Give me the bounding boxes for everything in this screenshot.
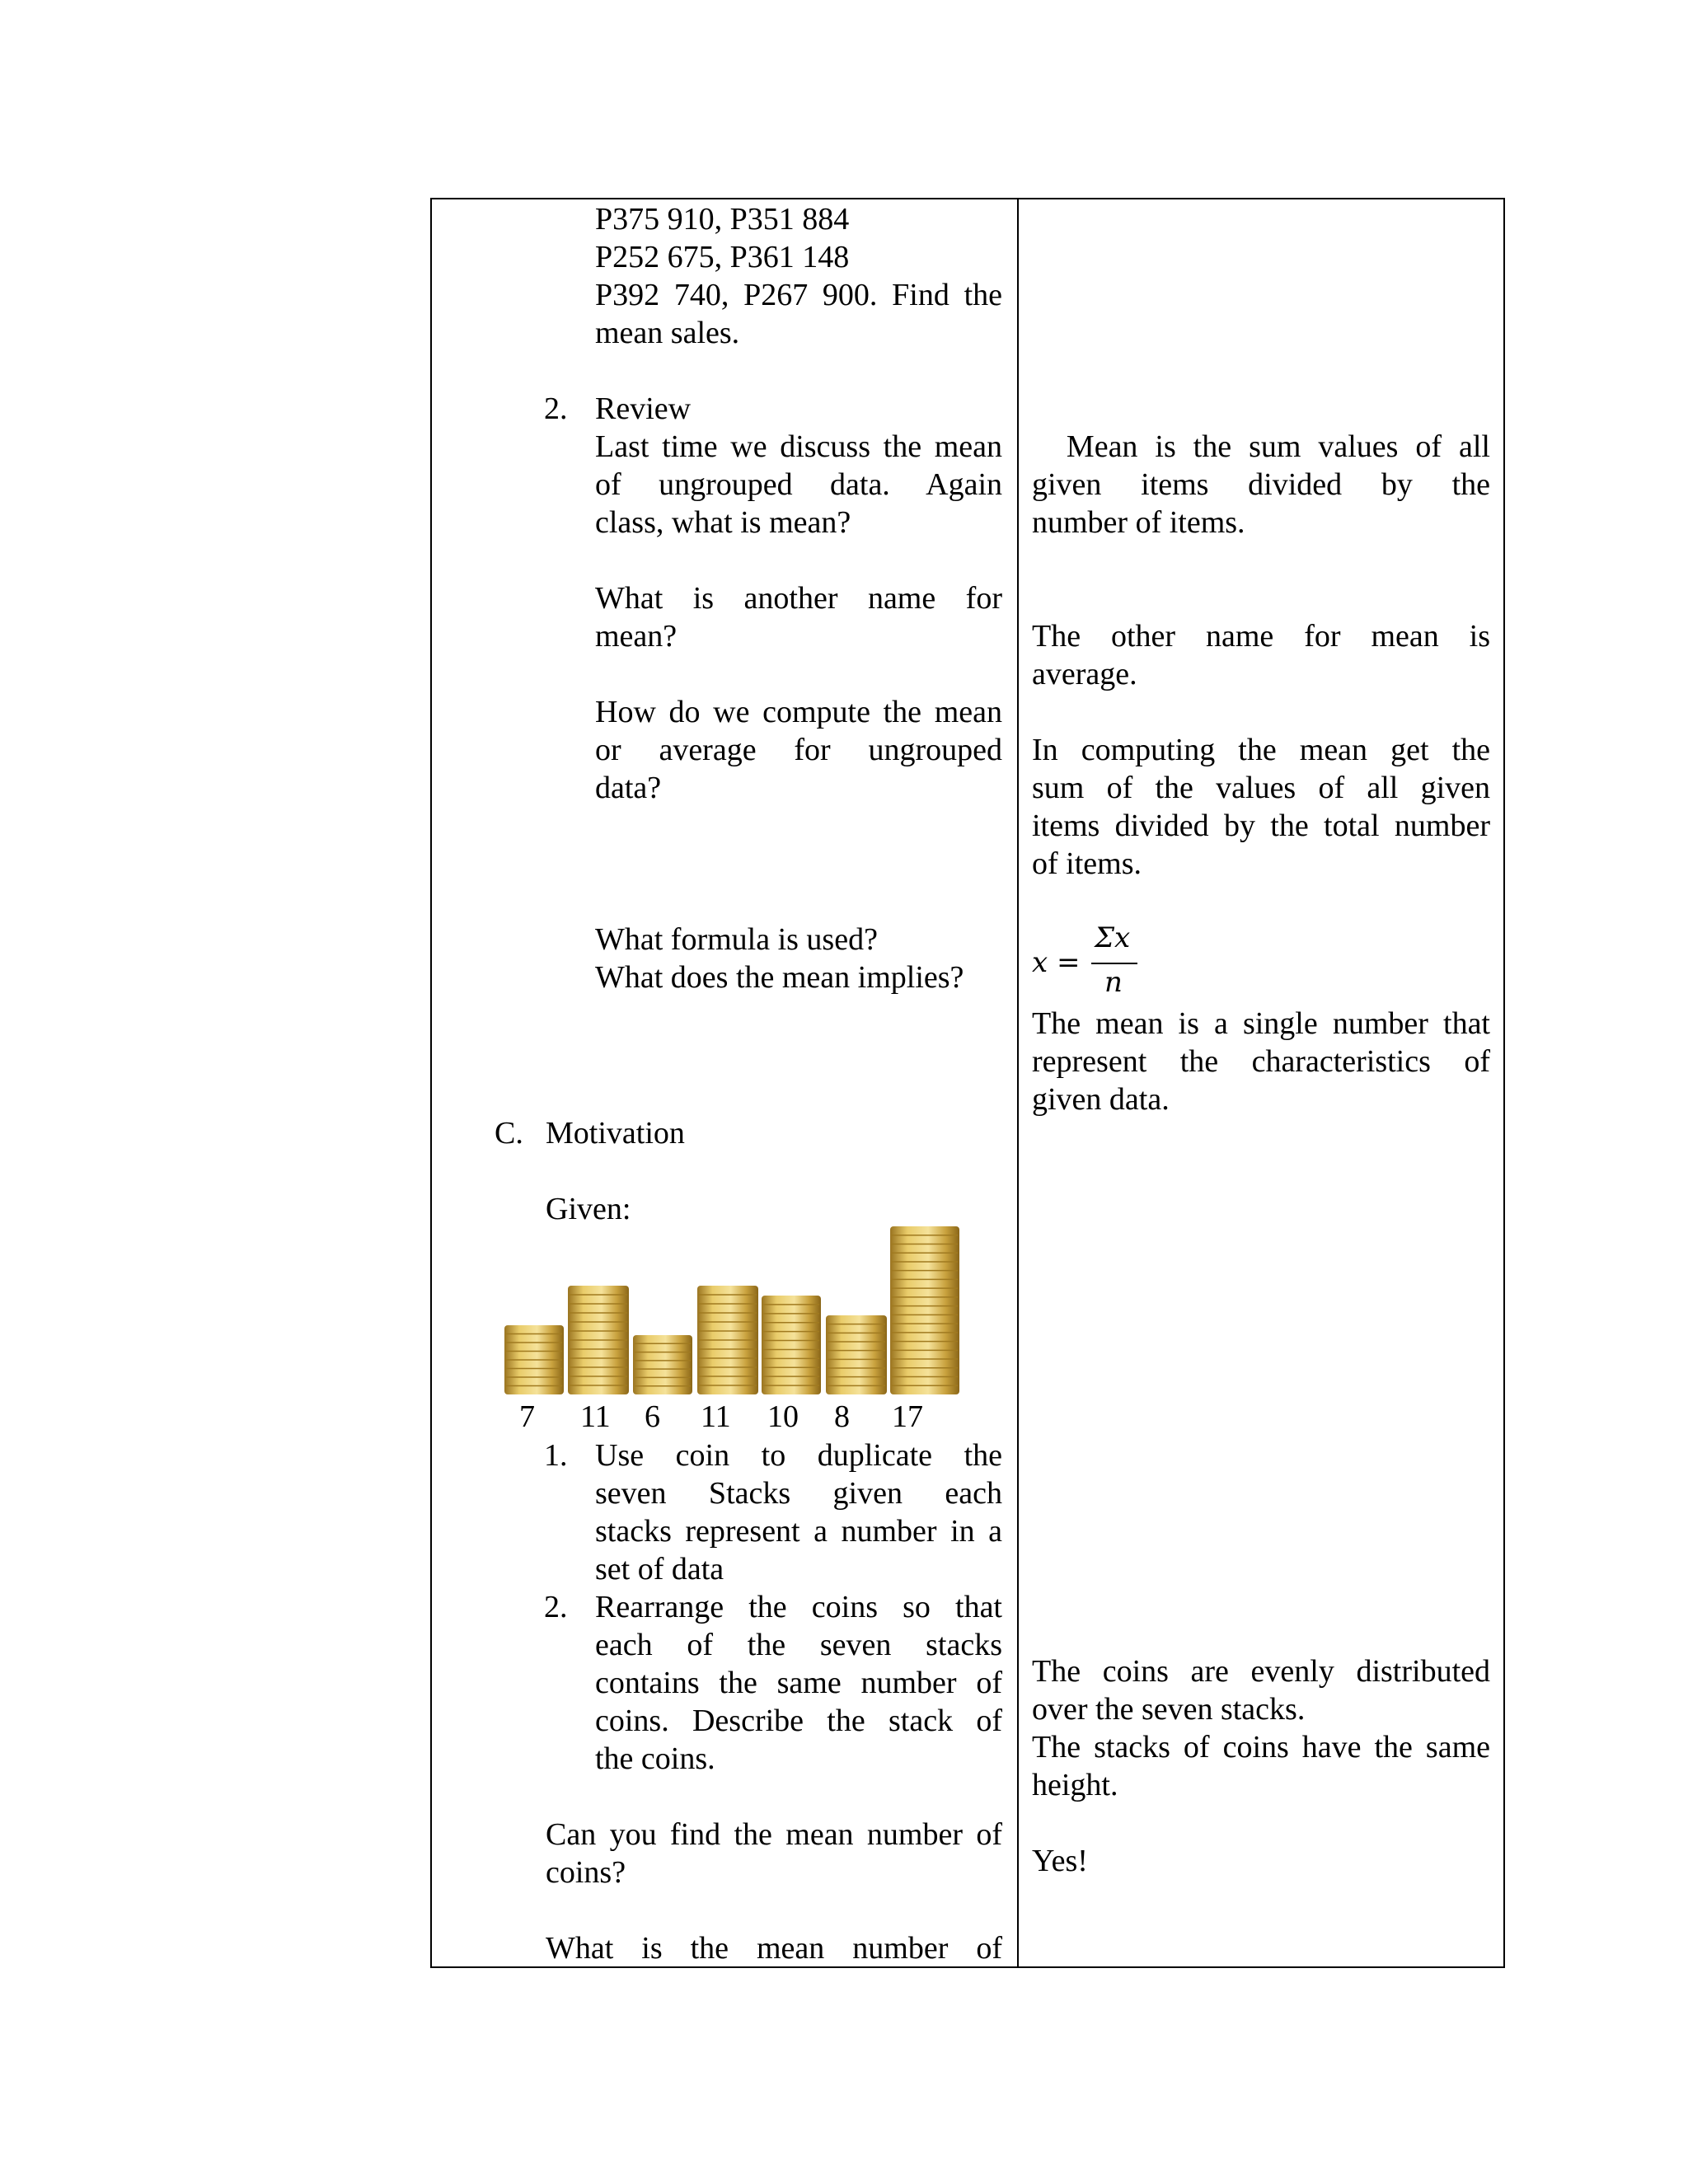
- step1-line2: seven Stacks given each: [595, 1476, 1002, 1511]
- question-what-mean: What is the mean number of: [546, 1931, 1002, 1966]
- review-q1-line1: Last time we discuss the mean: [595, 429, 1002, 464]
- answer-implies-line1: The mean is a single number that: [1032, 1006, 1490, 1041]
- coin-stacks-image: [501, 1223, 963, 1396]
- sales-line-4: mean sales.: [595, 316, 740, 350]
- coin-stack: [826, 1315, 887, 1394]
- step2-line5: the coins.: [595, 1741, 715, 1776]
- answer-name-line2: average.: [1032, 657, 1137, 691]
- review-q3-line2: or average for ungrouped: [595, 733, 1002, 767]
- review-q2-line2: mean?: [595, 619, 678, 654]
- step1-line1: Use coin to duplicate the: [595, 1438, 1002, 1473]
- motivation-title: Motivation: [546, 1116, 685, 1151]
- coin-count-labels: [499, 1398, 961, 1436]
- sales-line-3: P392 740, P267 900. Find the: [595, 278, 1002, 312]
- step2-line4: coins. Describe the stack of: [595, 1704, 1002, 1738]
- coin-count-3: 6: [645, 1399, 660, 1434]
- answer-coins-line3: The stacks of coins have the same: [1032, 1730, 1490, 1765]
- coin-count-1: 7: [519, 1399, 535, 1434]
- coin-stack: [633, 1335, 692, 1394]
- column-divider: [1017, 199, 1019, 1966]
- answer-mean-line2: given items divided by the: [1032, 467, 1490, 502]
- coin-stack: [504, 1325, 564, 1394]
- coin-count-2: 11: [580, 1399, 611, 1434]
- coin-count-5: 10: [767, 1399, 799, 1434]
- step1-number: 1.: [544, 1438, 568, 1473]
- sales-line-2: P252 675, P361 148: [595, 240, 850, 274]
- answer-name-line1: The other name for mean is: [1032, 619, 1490, 654]
- review-q2-line1: What is another name for: [595, 581, 1002, 616]
- answer-compute-line3: items divided by the total number: [1032, 808, 1490, 843]
- sales-line-1: P375 910, P351 884: [595, 202, 850, 237]
- answer-coins-line4: height.: [1032, 1768, 1118, 1802]
- review-q5: What does the mean implies?: [595, 960, 964, 995]
- coin-stack: [568, 1286, 629, 1394]
- answer-implies-line2: represent the characteristics of: [1032, 1044, 1490, 1079]
- answer-implies-line3: given data.: [1032, 1082, 1170, 1117]
- fraction-bar: [1091, 963, 1137, 964]
- step2-line2: each of the seven stacks: [595, 1628, 1002, 1662]
- coin-count-4: 11: [701, 1399, 731, 1434]
- review-number: 2.: [544, 391, 568, 426]
- answer-coins-line1: The coins are evenly distributed: [1032, 1654, 1490, 1689]
- coin-stack: [890, 1226, 959, 1394]
- answer-compute-line2: sum of the values of all given: [1032, 771, 1490, 805]
- formula-denominator: n: [1104, 966, 1123, 999]
- coin-stack: [697, 1286, 758, 1394]
- formula-lhs: x =: [1032, 946, 1081, 979]
- step2-line1: Rearrange the coins so that: [595, 1590, 1002, 1624]
- step2-number: 2.: [544, 1590, 568, 1624]
- given-label: Given:: [546, 1192, 631, 1226]
- coin-count-7: 17: [892, 1399, 923, 1434]
- answer-mean-line3: number of items.: [1032, 505, 1245, 540]
- answer-mean-line1: Mean is the sum values of all: [1032, 429, 1490, 464]
- review-q4: What formula is used?: [595, 922, 878, 957]
- review-q1-line3: class, what is mean?: [595, 505, 851, 540]
- coin-stack: [762, 1296, 821, 1394]
- step1-line3: stacks represent a number in a: [595, 1514, 1002, 1549]
- step1-line4: set of data: [595, 1552, 724, 1586]
- answer-yes: Yes!: [1032, 1844, 1088, 1878]
- answer-compute-line4: of items.: [1032, 846, 1142, 881]
- review-q3-line1: How do we compute the mean: [595, 695, 1002, 729]
- question-mean-coins-line2: coins?: [546, 1855, 626, 1890]
- question-mean-coins-line1: Can you find the mean number of: [546, 1817, 1002, 1852]
- mean-formula: [1032, 921, 1147, 1004]
- answer-compute-line1: In computing the mean get the: [1032, 733, 1490, 767]
- motivation-letter: C.: [495, 1116, 523, 1151]
- review-q1-line2: of ungrouped data. Again: [595, 467, 1002, 502]
- step2-line3: contains the same number of: [595, 1666, 1002, 1700]
- answer-coins-line2: over the seven stacks.: [1032, 1692, 1306, 1727]
- review-q3-line3: data?: [595, 771, 662, 805]
- coin-count-6: 8: [834, 1399, 850, 1434]
- review-title: Review: [595, 391, 692, 426]
- formula-numerator: Σx: [1095, 921, 1131, 954]
